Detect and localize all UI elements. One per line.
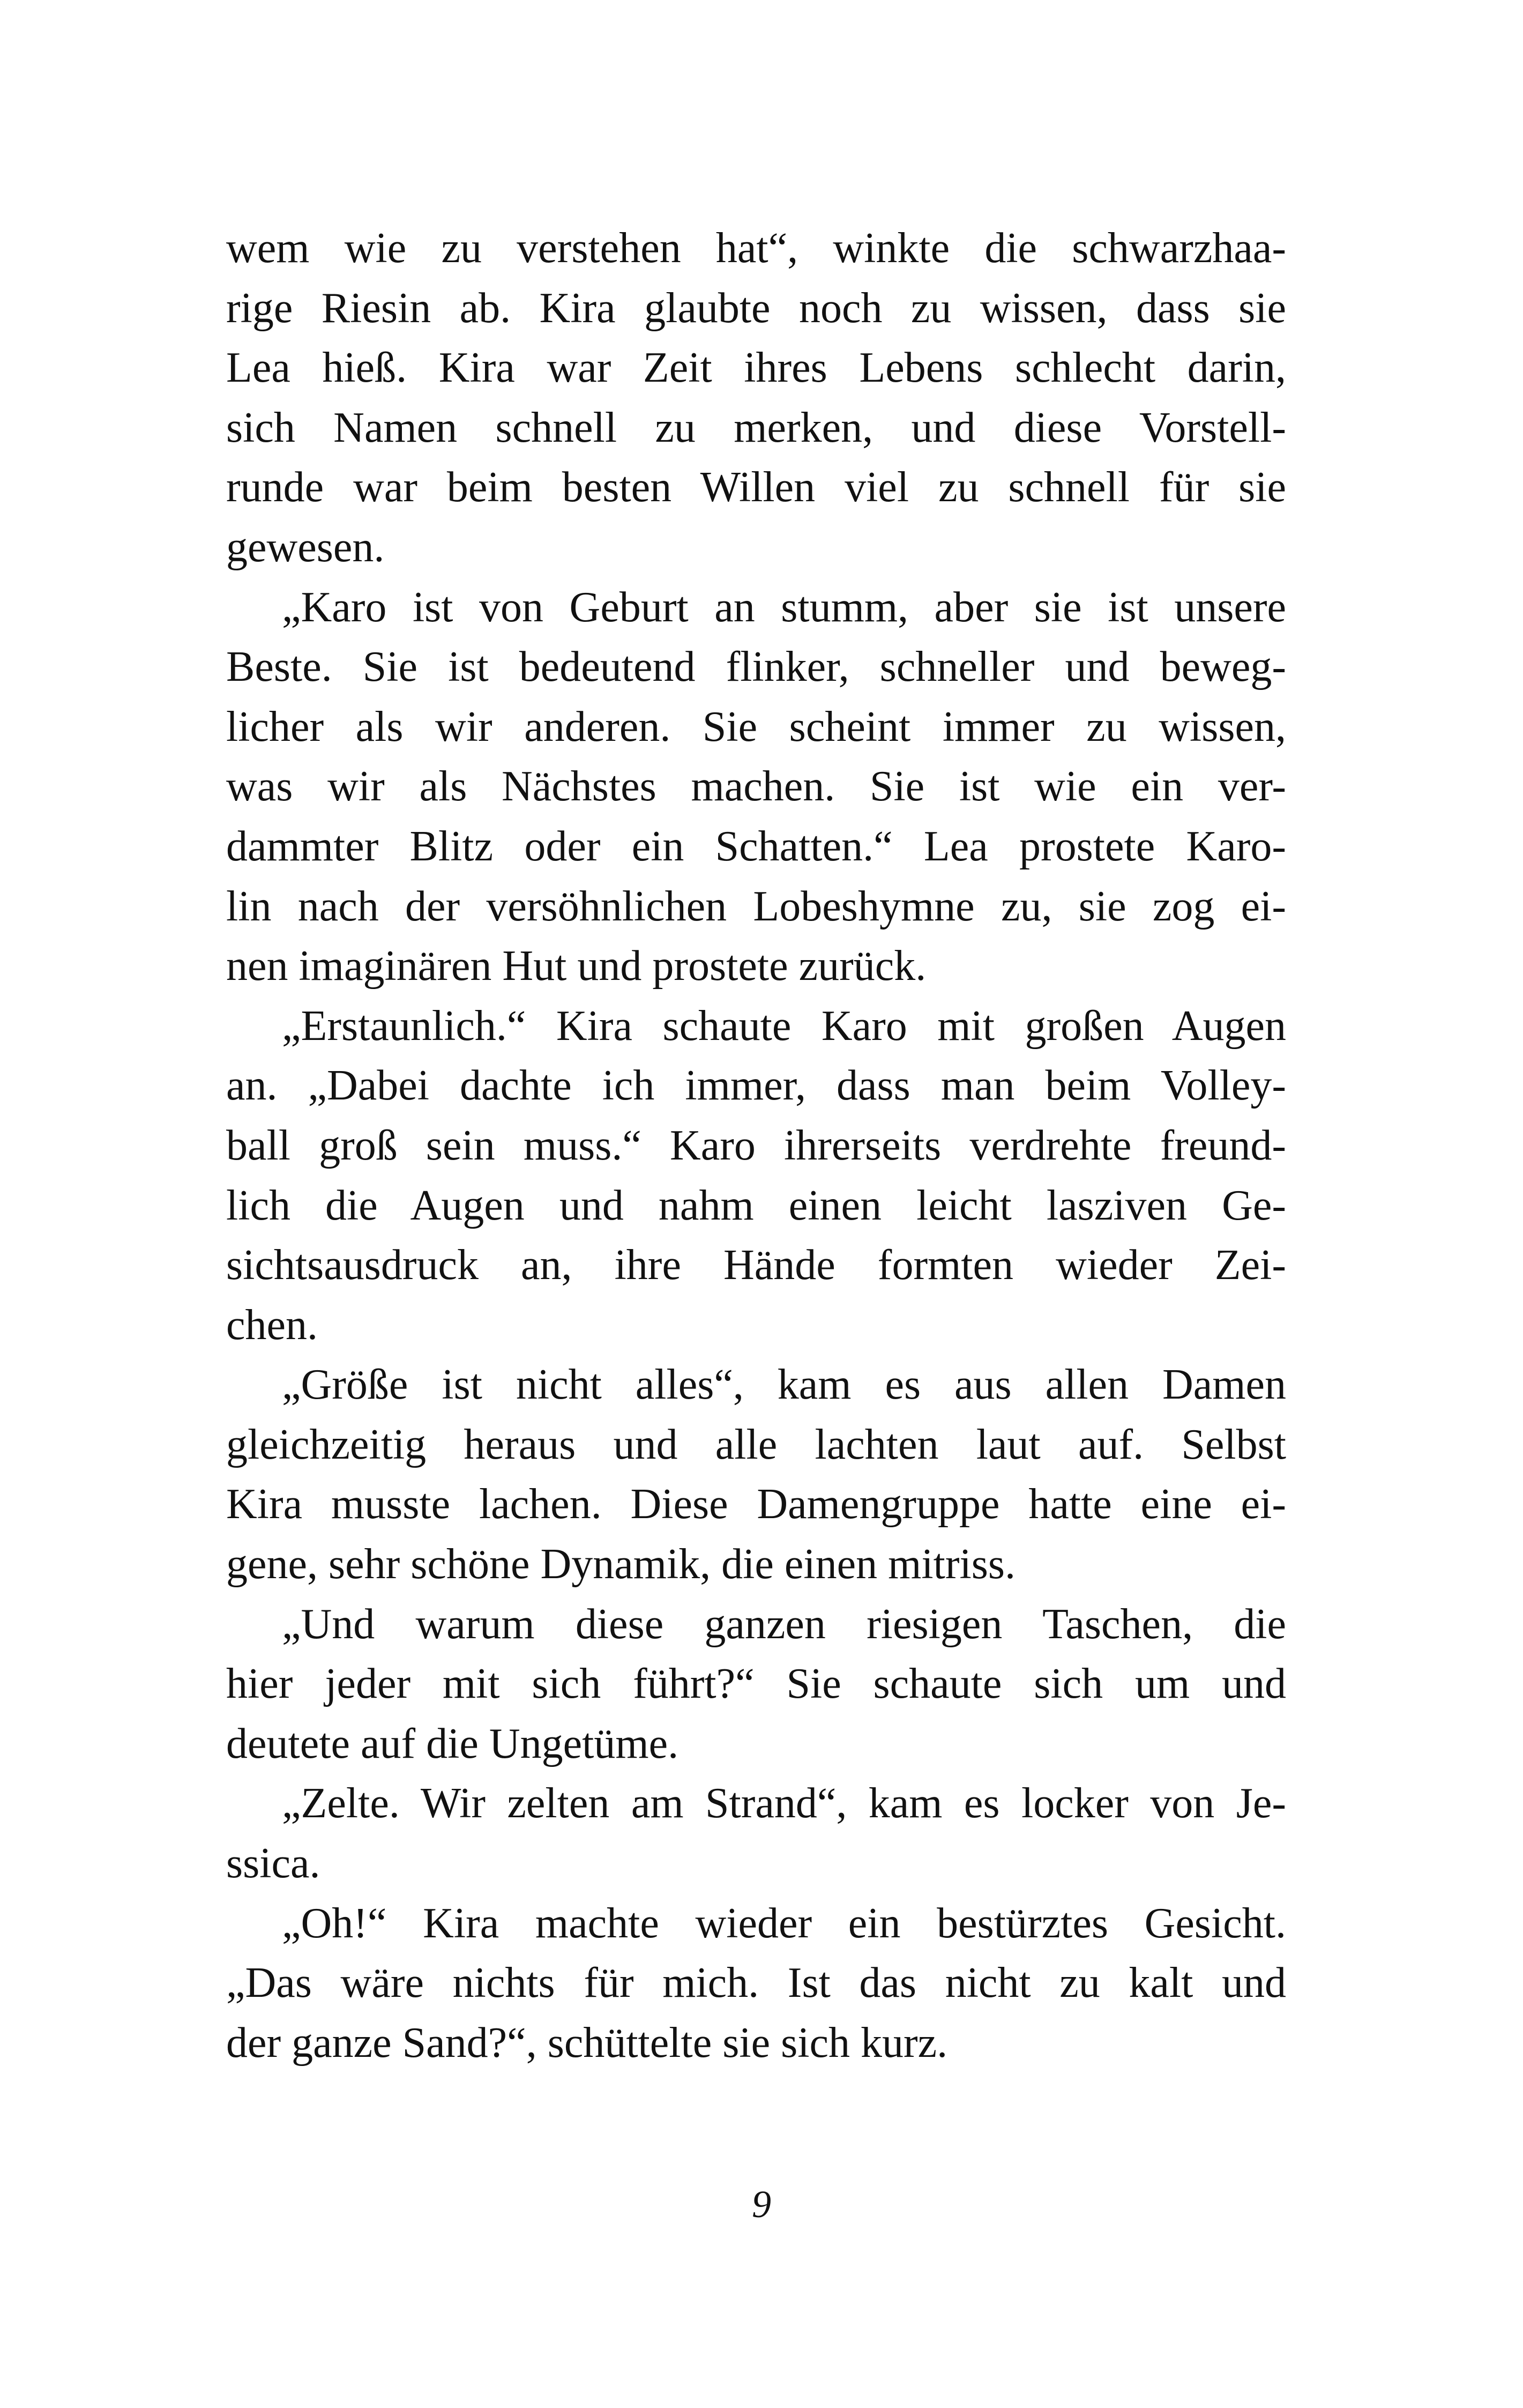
text-line: „Oh!“ Kira machte wieder ein bestürztes Gesicht. <box>282 1899 1286 1947</box>
text-line: licher als wir anderen. Sie scheint immer zu wissen, <box>226 703 1286 750</box>
text-line: „Und warum diese ganzen riesigen Taschen, die <box>282 1600 1286 1648</box>
text-line: gewesen. <box>226 523 385 571</box>
text-line: gleichzeitig heraus und alle lachten laut auf. Selbst <box>226 1421 1286 1468</box>
text-line: an. „Dabei dachte ich immer, dass man beim Volley- <box>226 1062 1286 1110</box>
text-line: was wir als Nächstes machen. Sie ist wie ein ver- <box>226 763 1286 811</box>
text-line: hier jeder mit sich führt?“ Sie schaute sich um und <box>226 1660 1286 1708</box>
text-line: Kira musste lachen. Diese Damengruppe hatte eine ei- <box>226 1481 1286 1528</box>
text-line: runde war beim besten Willen viel zu schnell für sie <box>226 464 1286 511</box>
text-line: „Das wäre nichts für mich. Ist das nicht zu kalt und <box>226 1959 1286 2007</box>
body-text <box>226 219 1286 2073</box>
text-line: deutete auf die Ungetüme. <box>226 1720 679 1767</box>
text-line: sichtsausdruck an, ihre Hände formten wieder Zei- <box>226 1242 1286 1289</box>
text-line: „Erstaunlich.“ Kira schaute Karo mit großen Augen <box>282 1002 1286 1050</box>
text-line: sich Namen schnell zu merken, und diese Vorstell- <box>226 404 1286 451</box>
text-line: lich die Augen und nahm einen leicht lasziven Ge- <box>226 1181 1286 1229</box>
text-line: lin nach der versöhnlichen Lobeshymne zu, sie zog ei- <box>226 882 1286 930</box>
text-line: rige Riesin ab. Kira glaubte noch zu wissen, dass sie <box>226 284 1286 332</box>
text-line: „Zelte. Wir zelten am Strand“, kam es locker von Je- <box>282 1780 1286 1827</box>
text-line: chen. <box>226 1301 318 1349</box>
text-line: „Größe ist nicht alles“, kam es aus allen Damen <box>282 1361 1286 1409</box>
text-line: nen imaginären Hut und prostete zurück. <box>226 942 927 990</box>
text-line: Beste. Sie ist bedeutend flinker, schneller und beweg- <box>226 643 1286 691</box>
text-line: „Karo ist von Geburt an stumm, aber sie ist unsere <box>282 583 1286 631</box>
text-line: Lea hieß. Kira war Zeit ihres Lebens schlecht darin, <box>226 344 1286 392</box>
text-line: gene, sehr schöne Dynamik, die einen mitriss. <box>226 1541 1016 1588</box>
text-line: ball groß sein muss.“ Karo ihrerseits verdrehte freund- <box>226 1121 1286 1169</box>
text-line: der ganze Sand?“, schüttelte sie sich kurz. <box>226 2019 948 2067</box>
text-line: wem wie zu verstehen hat“, winkte die schwarzhaa- <box>226 225 1286 272</box>
text-line: ssica. <box>226 1840 320 1887</box>
text-line: dammter Blitz oder ein Schatten.“ Lea prostete Karo- <box>226 822 1286 870</box>
page-number: 9 <box>752 2183 771 2226</box>
